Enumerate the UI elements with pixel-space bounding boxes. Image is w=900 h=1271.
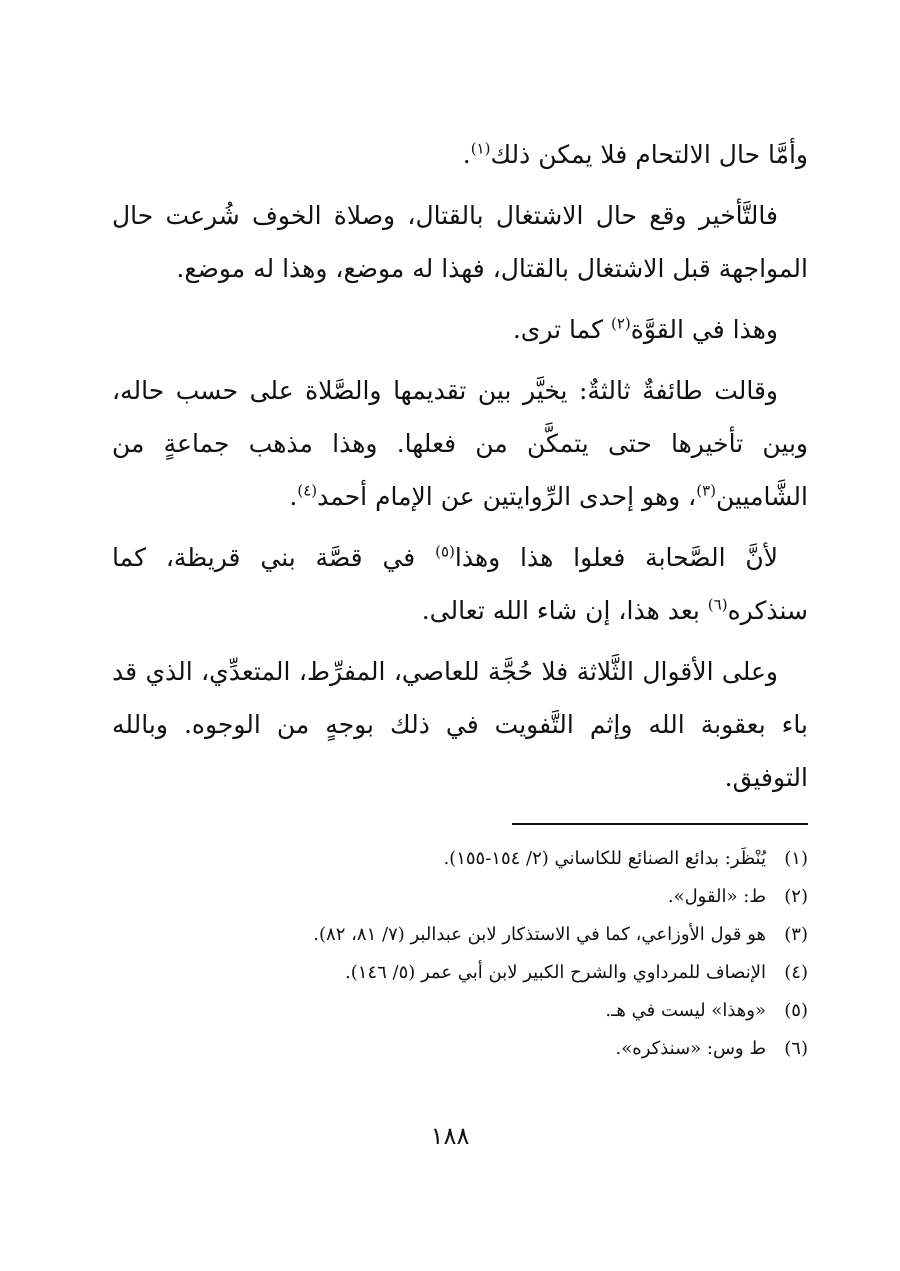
footnote-text: ط: «القول». [667,886,766,907]
paragraph-1 [112,128,808,181]
paragraph-end: كما ترى. [512,315,611,344]
main-text [112,128,808,812]
footnote-ref[interactable]: (٦) [707,595,728,614]
footnote-text: ط وس: «سنذكره». [615,1038,766,1059]
footnote-text: هو قول الأوزاعي، كما في الاستذكار لابن عبدالبر (٧/ ٨١، ٨٢). [313,924,766,945]
footnote-text: الإنصاف للمرداوي والشرح الكبير لابن أبي عمر (٥/ ١٤٦). [345,962,766,983]
footnote-number: (١) [784,848,808,869]
footnote-item [160,916,808,954]
paragraph-3 [112,303,808,356]
footnote-item [160,878,808,916]
footnote-item [160,1030,808,1068]
paragraph-end: . [462,140,471,169]
paragraph-end: . [289,482,298,511]
paragraph-4 [112,364,808,523]
paragraph-text: وهذا في القوَّة [630,315,778,344]
footnote-ref[interactable]: (٣) [696,481,716,500]
paragraph-text: وعلى الأقوال الثَّلاثة فلا حُجَّة للعاصي، المفرِّط، المتعدِّي، الذي قد باء بعقوبة الله وإثم التَّفويت في ذلك بوجهٍ من الوجوه. وبالله التوفيق. [112,657,808,792]
footnote-ref[interactable]: (٥) [435,542,455,561]
page-number: ١٨٨ [430,1122,470,1150]
footnote-ref[interactable]: (١) [470,139,491,158]
footnote-divider [512,823,808,825]
footnote-ref[interactable]: (٢) [610,314,631,333]
paragraph-text: وأمَّا حال الالتحام فلا يمكن ذلك [490,140,808,169]
paragraph-2 [112,189,808,295]
paragraph-5 [112,531,808,637]
paragraph-text-mid: ، وهو إحدى الرِّوايتين عن الإمام أحمد [317,482,697,511]
paragraph-text: وقالت طائفةٌ ثالثةٌ: يخيَّر بين تقديمها والصَّلاة على حسب حاله، وبين تأخيرها حتى يتمكَّن من فعلها. وهذا مذهب جماعةٍ من الشَّاميين [112,376,808,511]
footnotes [160,840,808,1068]
paragraph-6 [112,645,808,804]
footnote-item [160,954,808,992]
paragraph-end: بعد هذا، إن شاء الله تعالى. [421,596,708,625]
footnote-item [160,840,808,878]
footnote-text: «وهذا» ليست في هـ. [605,1000,766,1021]
footnote-ref[interactable]: (٤) [297,481,318,500]
footnote-item [160,992,808,1030]
paragraph-text: فالتَّأخير وقع حال الاشتغال بالقتال، وصلاة الخوف شُرعت حال المواجهة قبل الاشتغال بالقتال، فهذا له موضع، وهذا له موضع. [112,201,808,283]
footnote-number: (٢) [784,886,808,907]
paragraph-text: لأنَّ الصَّحابة فعلوا هذا وهذا [454,543,778,572]
footnote-number: (٤) [784,962,808,983]
paragraph-text-mid: في قصَّة بني قريظة، كما سنذكره [112,543,808,625]
footnote-text: يُنْظَر: بدائع الصنائع للكاساني (٢/ ١٥٤-١٥٥). [443,848,766,869]
footnote-number: (٣) [784,924,808,945]
footnote-number: (٥) [784,1000,808,1021]
footnote-number: (٦) [784,1038,808,1059]
